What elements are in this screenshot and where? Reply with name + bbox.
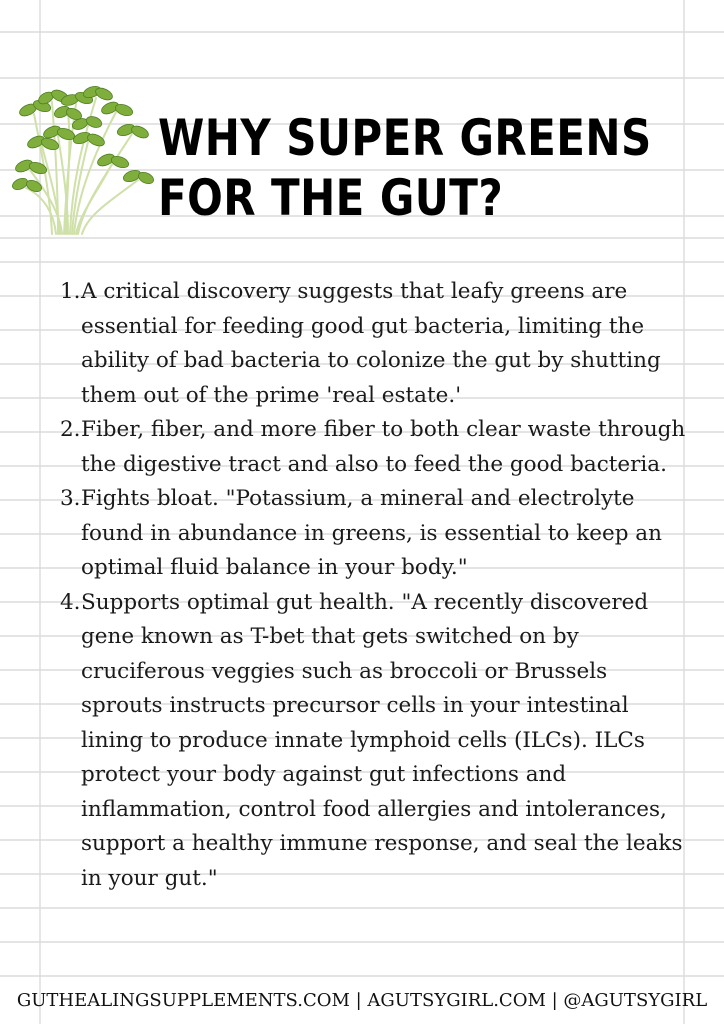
list-item bbox=[50, 413, 690, 482]
title-line-2: FOR THE GUT? bbox=[158, 169, 504, 227]
list-item-number: 2. bbox=[60, 417, 81, 442]
list-item bbox=[50, 586, 690, 897]
footer-credits: GUTHEALINGSUPPLEMENTS.COM | AGUTSYGIRL.COM | @AGUTSYGIRL bbox=[16, 990, 708, 1011]
list-item-text: Supports optimal gut health. "A recently discovered gene known as T-bet that gets switched on by cruciferous veggies such as broccoli or Brussels sprouts instructs precursor cells in your intestinal lining to produce innate lymphoid cells (ILCs). ILCs protect your body against gut infections and inflammation, control food allergies and intolerances, support a healthy immune response, and seal the leaks in your gut." bbox=[81, 589, 683, 891]
list-item bbox=[50, 275, 690, 413]
list-item-number: 3. bbox=[60, 486, 81, 511]
microgreens-sprouts-illustration bbox=[12, 84, 154, 236]
list-item bbox=[50, 482, 690, 586]
list-item-number: 1. bbox=[60, 279, 81, 304]
title-line-1: WHY SUPER GREENS bbox=[158, 109, 652, 167]
reasons-list bbox=[50, 275, 690, 896]
list-item-text: A critical discovery suggests that leafy greens are essential for feeding good gut bacteria, limiting the ability of bad bacteria to colonize the gut by shutting them out of the prime 'real estate.' bbox=[81, 279, 661, 408]
list-item-text: Fights bloat. "Potassium, a mineral and electrolyte found in abundance in greens, is essential to keep an optimal fluid balance in your body." bbox=[81, 486, 662, 580]
list-item-number: 4. bbox=[60, 589, 81, 615]
list-item-text: Fiber, fiber, and more fiber to both clear waste through the digestive tract and also to feed the good bacteria. bbox=[81, 417, 686, 477]
page-title bbox=[158, 108, 652, 228]
